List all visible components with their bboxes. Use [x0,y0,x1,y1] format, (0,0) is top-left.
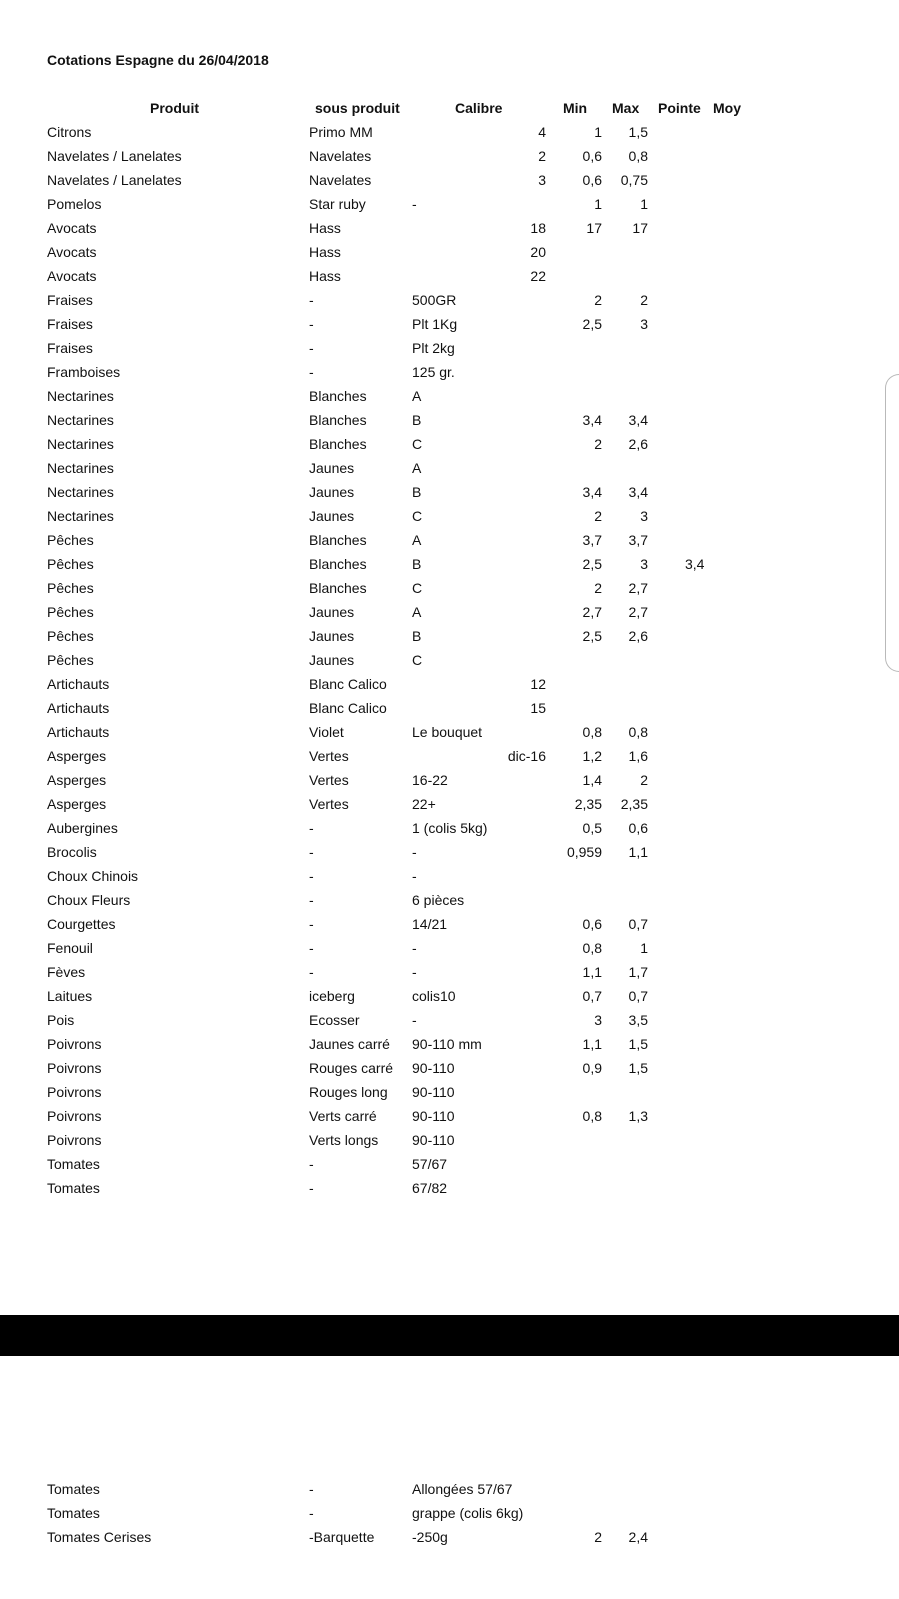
cell-produit: Poivrons [47,1108,102,1124]
cell-min: 1,1 [582,964,602,980]
cell-min: 1 [594,196,602,212]
cell-max: 0,7 [628,916,648,932]
cell-calibre: Plt 1Kg [412,316,458,332]
cell-calibre: C [412,580,423,596]
cell-sous-produit: iceberg [309,988,355,1004]
cell-produit: Pêches [47,628,94,644]
cell-produit: Choux Fleurs [47,892,131,908]
table-row [0,266,899,286]
cell-sous-produit: Rouges carré [309,1060,394,1076]
cell-min: 0,8 [582,724,602,740]
cell-sous-produit: - [309,868,314,884]
cell-max: 0,7 [628,988,648,1004]
cell-produit: Pomelos [47,196,102,212]
cell-calibre: 6 pièces [412,892,465,908]
cell-produit: Nectarines [47,460,114,476]
cell-sous-produit: Navelates [309,148,372,164]
cell-calibre: 16-22 [412,772,448,788]
table-row [0,1154,899,1174]
cell-calibre: colis10 [412,988,456,1004]
cell-sous-produit: - [309,916,314,932]
cell-calibre: C [412,508,423,524]
table-row [0,194,899,214]
cell-sous-produit: - [309,940,314,956]
cell-calibre: 90-110 [412,1108,455,1124]
cell-calibre: B [412,556,422,572]
cell-sous-produit: -Barquette [309,1529,375,1545]
table-row [0,1058,899,1078]
cell-max: 3,5 [628,1012,648,1028]
cell-min: 2,5 [582,316,602,332]
cell-calibre: grappe (colis 6kg) [412,1505,524,1521]
cell-max: 2,6 [628,436,648,452]
cell-sous-produit: Jaunes [309,460,355,476]
cell-produit: Fraises [47,292,93,308]
table-row [0,962,899,982]
table-row [0,482,899,502]
cell-sous-produit: Blanc Calico [309,676,387,692]
cell-min: 3,4 [582,484,602,500]
cell-max: 3,4 [628,412,648,428]
cell-min: 0,7 [582,988,602,1004]
cell-sous-produit: Rouges long [309,1084,388,1100]
cell-sous-produit: Hass [309,244,341,260]
cell-produit: Poivrons [47,1084,102,1100]
cell-calibre-number: 4 [538,124,546,140]
cell-produit: Fraises [47,316,93,332]
page-title: Cotations Espagne du 26/04/2018 [47,52,269,68]
table-row [0,722,899,742]
cell-max: 0,6 [628,820,648,836]
table-row [0,410,899,430]
cell-sous-produit: Blanches [309,556,367,572]
cell-produit: Avocats [47,268,97,284]
cell-produit: Choux Chinois [47,868,139,884]
cell-produit: Tomates [47,1505,100,1521]
cell-max: 2 [640,292,648,308]
cell-calibre: - [412,868,417,884]
cell-produit: Pois [47,1012,75,1028]
cell-sous-produit: - [309,364,314,380]
cell-calibre: B [412,628,422,644]
table-row [0,554,899,574]
cell-calibre: - [412,196,417,212]
cell-min: 2,35 [574,796,602,812]
cell-calibre: 14/21 [412,916,448,932]
table-row [0,1527,899,1547]
cell-produit: Pêches [47,580,94,596]
cell-sous-produit: Jaunes [309,484,355,500]
cell-produit: Tomates Cerises [47,1529,152,1545]
cell-sous-produit: Blanches [309,412,367,428]
table-row [0,1178,899,1198]
cell-sous-produit: - [309,844,314,860]
cell-max: 2,7 [628,580,648,596]
table-row [0,986,899,1006]
cell-min: 2 [594,292,602,308]
cell-calibre-number: 2 [538,148,546,164]
cell-produit: Tomates [47,1481,100,1497]
cell-min: 2,7 [582,604,602,620]
cell-produit: Nectarines [47,412,114,428]
cell-min: 0,8 [582,940,602,956]
table-row [0,1503,899,1523]
cell-max: 3 [640,508,648,524]
cell-sous-produit: Blanches [309,532,367,548]
table-row [0,938,899,958]
header-max: Max [612,100,640,116]
cell-pointe: 3,4 [685,556,705,572]
cell-sous-produit: - [309,292,314,308]
cell-produit: Tomates [47,1180,100,1196]
cell-sous-produit: - [309,1481,314,1497]
cell-min: 2 [594,508,602,524]
table-row [0,698,899,718]
cell-sous-produit: - [309,316,314,332]
table-row [0,290,899,310]
cell-max: 3 [640,316,648,332]
cell-produit: Pêches [47,604,94,620]
cell-produit: Asperges [47,796,107,812]
table-row [0,674,899,694]
table-row [0,818,899,838]
cell-produit: Aubergines [47,820,118,836]
cell-sous-produit: - [309,1156,314,1172]
cell-min: 2,5 [582,556,602,572]
cell-calibre-number: 22 [530,268,546,284]
cell-max: 1 [640,940,648,956]
cell-produit: Navelates / Lanelates [47,172,182,188]
cell-calibre: - [412,964,417,980]
cell-min: 1,1 [582,1036,602,1052]
cell-produit: Fèves [47,964,86,980]
table-row [0,794,899,814]
cell-min: 2 [594,1529,602,1545]
cell-calibre: A [412,460,422,476]
cell-calibre: 90-110 [412,1132,455,1148]
cell-sous-produit: Jaunes [309,508,355,524]
cell-min: 0,5 [582,820,602,836]
cell-calibre: 57/67 [412,1156,448,1172]
header-moy: Moy [713,100,741,116]
cell-calibre: A [412,532,422,548]
cell-min: 0,9 [582,1060,602,1076]
table-row [0,386,899,406]
cell-max: 1,5 [628,1060,648,1076]
table-row [0,1130,899,1150]
table-row [0,578,899,598]
cell-max: 0,75 [620,172,648,188]
cell-max: 3,4 [628,484,648,500]
cell-calibre-number: dic-16 [507,748,546,764]
table-header [0,100,899,120]
cell-calibre: C [412,436,423,452]
cell-produit: Avocats [47,220,97,236]
table-row [0,1010,899,1030]
cell-produit: Artichauts [47,676,110,692]
cell-sous-produit: - [309,340,314,356]
cell-sous-produit: Star ruby [309,196,366,212]
cell-produit: Navelates / Lanelates [47,148,182,164]
cell-calibre: 90-110 mm [412,1036,482,1052]
cell-max: 0,8 [628,724,648,740]
cell-min: 1,2 [582,748,602,764]
cell-max: 0,8 [628,148,648,164]
cell-sous-produit: Hass [309,220,341,236]
cell-max: 2 [640,772,648,788]
cell-produit: Brocolis [47,844,97,860]
cell-calibre: 90-110 [412,1060,455,1076]
redaction-band [0,1315,899,1356]
cell-sous-produit: Vertes [309,772,349,788]
cell-sous-produit: Primo MM [309,124,373,140]
table-row [0,146,899,166]
cell-calibre: - [412,844,417,860]
table-row [0,770,899,790]
cell-calibre: C [412,652,423,668]
cell-produit: Nectarines [47,508,114,524]
cell-sous-produit: Navelates [309,172,372,188]
cell-sous-produit: Vertes [309,748,349,764]
cell-calibre: 1 (colis 5kg) [412,820,488,836]
cell-min: 17 [586,220,602,236]
cell-sous-produit: Blanc Calico [309,700,387,716]
cell-max: 1,5 [628,124,648,140]
cell-calibre: 22+ [412,796,436,812]
cell-min: 0,959 [566,844,602,860]
table-row [0,1034,899,1054]
cell-max: 3,7 [628,532,648,548]
cell-min: 1 [594,124,602,140]
cell-calibre-number: 12 [530,676,546,692]
table-row [0,362,899,382]
cell-produit: Poivrons [47,1036,102,1052]
table-row [0,1106,899,1126]
cell-calibre: -250g [412,1529,448,1545]
table-row [0,866,899,886]
cell-produit: Pêches [47,532,94,548]
cell-min: 2 [594,580,602,596]
table-row [0,914,899,934]
side-pull-handle[interactable] [885,374,899,672]
cell-min: 2 [594,436,602,452]
cell-sous-produit: - [309,1180,314,1196]
cell-max: 1,7 [628,964,648,980]
table-row [0,650,899,670]
cell-produit: Asperges [47,748,107,764]
cell-produit: Artichauts [47,724,110,740]
cell-calibre: - [412,940,417,956]
cell-calibre: A [412,388,422,404]
cell-min: 1,4 [582,772,602,788]
table-row [0,530,899,550]
cell-produit: Artichauts [47,700,110,716]
cell-sous-produit: Jaunes [309,652,355,668]
cell-calibre: - [412,1012,417,1028]
table-row [0,842,899,862]
table-row [0,338,899,358]
cell-calibre: Plt 2kg [412,340,455,356]
cell-max: 1 [640,196,648,212]
cell-sous-produit: Verts carré [309,1108,377,1124]
header-pointe: Pointe [658,100,701,116]
table-row [0,458,899,478]
table-row [0,506,899,526]
table-row [0,434,899,454]
cell-calibre: 125 gr. [412,364,455,380]
header-calibre: Calibre [455,100,503,116]
cell-produit: Citrons [47,124,92,140]
cell-max: 2,6 [628,628,648,644]
cell-sous-produit: - [309,1505,314,1521]
cell-calibre: B [412,484,422,500]
cell-min: 0,6 [582,916,602,932]
cell-produit: Asperges [47,772,107,788]
cell-produit: Pêches [47,652,94,668]
cell-sous-produit: - [309,964,314,980]
cell-calibre-number: 15 [530,700,546,716]
cell-produit: Fenouil [47,940,93,956]
cell-max: 1,3 [628,1108,648,1124]
cell-calibre: Allongées 57/67 [412,1481,513,1497]
cell-calibre: B [412,412,422,428]
cell-max: 17 [632,220,648,236]
cell-max: 1,5 [628,1036,648,1052]
cell-calibre-number: 20 [530,244,546,260]
table-row [0,242,899,262]
cell-sous-produit: Violet [309,724,344,740]
cell-sous-produit: Jaunes carré [309,1036,390,1052]
cell-produit: Nectarines [47,484,114,500]
table-row [0,602,899,622]
header-produit: Produit [150,100,199,116]
cell-calibre: 90-110 [412,1084,455,1100]
table-row [0,314,899,334]
table-row [0,1479,899,1499]
cell-max: 2,7 [628,604,648,620]
cell-produit: Fraises [47,340,93,356]
cell-sous-produit: Hass [309,268,341,284]
cell-produit: Nectarines [47,388,114,404]
cell-max: 3 [640,556,648,572]
table-row [0,122,899,142]
cell-calibre-number: 18 [530,220,546,236]
cell-min: 3 [594,1012,602,1028]
cell-max: 1,1 [628,844,648,860]
cell-calibre-number: 3 [538,172,546,188]
table-row [0,746,899,766]
cell-sous-produit: Vertes [309,796,349,812]
cell-sous-produit: Blanches [309,580,367,596]
cell-min: 0,8 [582,1108,602,1124]
cell-max: 2,4 [628,1529,648,1545]
cell-produit: Framboises [47,364,121,380]
table-row [0,890,899,910]
cell-min: 2,5 [582,628,602,644]
cell-sous-produit: Blanches [309,388,367,404]
cell-sous-produit: Verts longs [309,1132,379,1148]
cell-calibre: Le bouquet [412,724,483,740]
cell-sous-produit: Ecosser [309,1012,360,1028]
cell-min: 0,6 [582,172,602,188]
table-row [0,626,899,646]
table-row [0,218,899,238]
cell-produit: Poivrons [47,1060,102,1076]
cell-sous-produit: Jaunes [309,604,355,620]
cell-produit: Courgettes [47,916,116,932]
cell-sous-produit: Blanches [309,436,367,452]
cell-produit: Avocats [47,244,97,260]
cell-calibre: 67/82 [412,1180,448,1196]
cell-produit: Laitues [47,988,93,1004]
table-row [0,1082,899,1102]
cell-sous-produit: - [309,820,314,836]
cell-min: 3,4 [582,412,602,428]
cell-produit: Pêches [47,556,94,572]
cell-sous-produit: Jaunes [309,628,355,644]
cell-produit: Nectarines [47,436,114,452]
cell-min: 3,7 [582,532,602,548]
cell-calibre: 500GR [412,292,457,308]
cell-produit: Tomates [47,1156,100,1172]
header-min: Min [563,100,588,116]
header-sous-produit: sous produit [315,100,400,116]
cell-produit: Poivrons [47,1132,102,1148]
table-row [0,170,899,190]
cell-calibre: A [412,604,422,620]
cell-min: 0,6 [582,148,602,164]
cell-sous-produit: - [309,892,314,908]
cell-max: 1,6 [628,748,648,764]
cell-max: 2,35 [620,796,648,812]
